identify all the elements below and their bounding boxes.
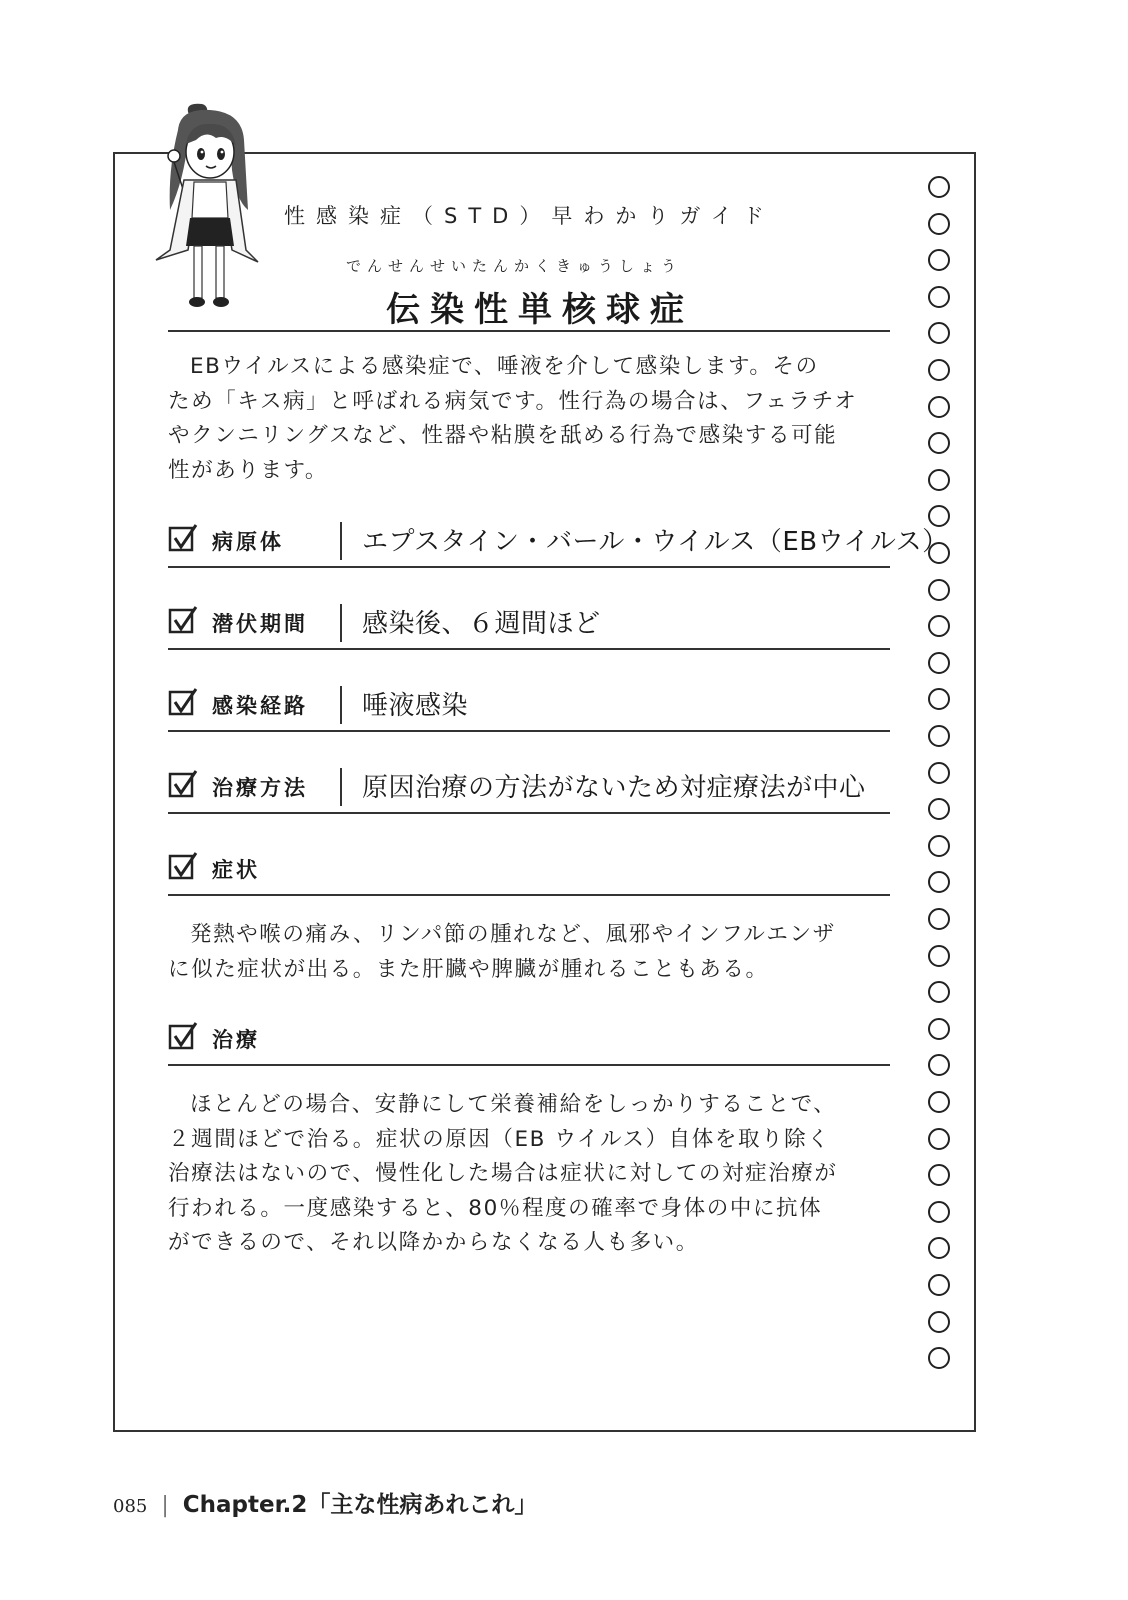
treatment-line: ２週間ほどで治る。症状の原因（EB ウイルス）自体を取り除く xyxy=(168,1126,831,1152)
checkbox-checked-icon xyxy=(168,524,198,554)
binder-ring-icon xyxy=(928,1018,950,1040)
row-divider xyxy=(168,648,890,650)
checkbox-checked-icon xyxy=(168,606,198,636)
section-heading: 治療 xyxy=(212,1028,260,1052)
intro-paragraph xyxy=(168,350,890,488)
intro-line: ため「キス病」と呼ばれる病気です。性行為の場合は、フェラチオ xyxy=(168,388,858,414)
treatment-line: 治療法はないので、慢性化した場合は症状に対しての対症治療が xyxy=(168,1161,838,1186)
row-label: 潜伏期間 xyxy=(212,612,308,636)
row-label: 治療方法 xyxy=(212,776,308,800)
symptoms-line: に似た症状が出る。また肝臓や脾臓が腫れることもある。 xyxy=(168,956,769,982)
intro-line: やクンニリングスなど、性器や粘膜を舐める行為で感染する可能 xyxy=(168,423,838,448)
footer-separator: | xyxy=(161,1493,169,1518)
binder-ring-icon xyxy=(928,213,950,235)
treatment-line: ほとんどの場合、安静にして栄養補給をしっかりすることで、 xyxy=(190,1092,837,1117)
binder-ring-icon xyxy=(928,1201,950,1223)
binder-ring-icon xyxy=(928,725,950,747)
row-value: エプスタイン・バール・ウイルス（EBウイルス） xyxy=(362,527,949,557)
chapter-title: Chapter.2「主な性病あれこれ」 xyxy=(182,1492,538,1518)
row-value: 唾液感染 xyxy=(362,691,469,721)
page-footer xyxy=(113,1486,537,1519)
row-divider xyxy=(168,730,890,732)
binder-ring-icon xyxy=(928,908,950,930)
guide-title: 性感染症（STD）早わかりガイド xyxy=(284,204,775,228)
intro-line: 性があります。 xyxy=(168,457,328,483)
treatment-line: ができるので、それ以降かからなくなる人も多い。 xyxy=(168,1230,699,1255)
row-separator xyxy=(340,768,342,806)
row-label: 感染経路 xyxy=(212,694,308,718)
symptoms-line: 発熱や喉の痛み、リンパ節の腫れなど、風邪やインフルエンザ xyxy=(190,922,836,947)
section-heading: 症状 xyxy=(212,858,260,882)
checkbox-checked-icon xyxy=(168,770,198,800)
row-separator xyxy=(340,686,342,724)
header-divider xyxy=(168,330,890,332)
nurse-girl-illustration xyxy=(140,100,270,320)
binder-ring-icon xyxy=(928,1311,950,1333)
checkbox-checked-icon xyxy=(168,852,198,882)
section-divider xyxy=(168,894,890,896)
checkbox-checked-icon xyxy=(168,688,198,718)
binder-ring-icon xyxy=(928,579,950,601)
disease-ruby: でんせんせいたんかくきゅうしょう xyxy=(346,257,683,275)
checkbox-checked-icon xyxy=(168,1022,198,1052)
row-value: 原因治療の方法がないため対症療法が中心 xyxy=(362,773,866,803)
row-separator xyxy=(340,522,342,560)
section-divider xyxy=(168,1064,890,1066)
row-value: 感染後、６週間ほど xyxy=(362,609,601,639)
page-number: 085 xyxy=(113,1496,148,1517)
row-label: 病原体 xyxy=(212,530,284,554)
binder-ring-icon xyxy=(928,469,950,491)
binder-ring-icon xyxy=(928,1274,950,1296)
binder-ring-icon xyxy=(928,1128,950,1150)
binder-ring-icon xyxy=(928,359,950,381)
intro-line: EBウイルスによる感染症で、唾液を介して感染します。その xyxy=(190,354,819,379)
symptoms-paragraph xyxy=(168,918,890,987)
row-divider xyxy=(168,566,890,568)
binder-ring-icon xyxy=(928,762,950,784)
binder-ring-icon xyxy=(928,945,950,967)
disease-name: 伝染性単核球症 xyxy=(386,290,694,330)
binder-ring-icon xyxy=(928,176,950,198)
binder-ring-icon xyxy=(928,835,950,857)
treatment-line: 行われる。一度感染すると、80％程度の確率で身体の中に抗体 xyxy=(168,1195,823,1221)
binder-ring-icon xyxy=(928,1091,950,1113)
binder-ring-icon xyxy=(928,652,950,674)
row-separator xyxy=(340,604,342,642)
binder-ring-icon xyxy=(928,396,950,418)
row-divider xyxy=(168,812,890,814)
binder-ring-icon xyxy=(928,286,950,308)
treatment-paragraph xyxy=(168,1088,890,1261)
